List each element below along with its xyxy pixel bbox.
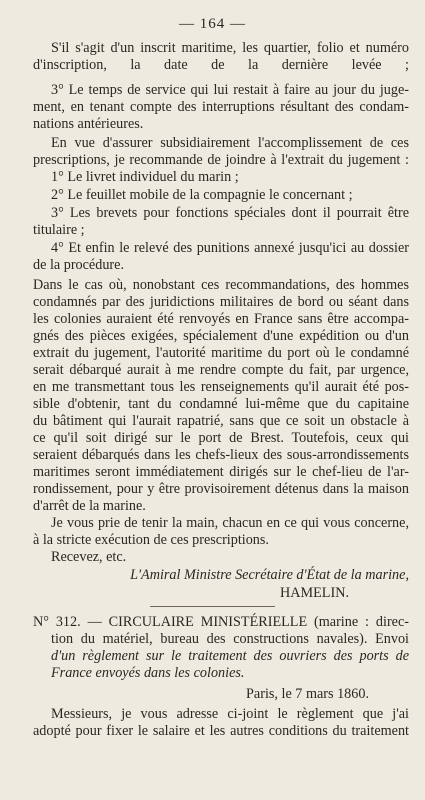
page-number-header: — 164 — <box>179 16 246 32</box>
text-line: 3° Les brevets pour fonctions spéciales dont il pourrait être <box>51 205 409 221</box>
text-line: Je vous prie de tenir la main, chacun en ce qui vous concerne, <box>51 515 409 531</box>
text-line: en me transmettant tous les renseignements qu'il aurait été pos- <box>33 379 409 395</box>
text-line: rondissement, pour y être provisoirement détenus dans la maison <box>33 481 409 497</box>
circular-date: Paris, le 7 mars 1860. <box>246 686 369 702</box>
text-line: d'arrêt de la marine. <box>33 498 146 514</box>
text-line: ce qu'il soit dirigé sur le port de Brest. Toutefois, ceux qui <box>33 430 409 446</box>
text-line: S'il s'agit d'un inscrit maritime, les quartier, folio et numéro <box>51 40 409 56</box>
text-line: de la procédure. <box>33 257 124 273</box>
text-line: titulaire ; <box>33 222 85 238</box>
signature-name: HAMELIN. <box>280 585 349 601</box>
text-line: 2° Le feuillet mobile de la compagnie le concernant ; <box>51 187 353 203</box>
circular-heading: d'un règlement sur le traitement des ouvriers des ports de <box>51 648 409 664</box>
text-line: 4° Et enfin le relevé des punitions annexé jusqu'ici au dossier <box>51 240 409 256</box>
text-line: serait débarqué aurait à me rendre compte du fait, par urgence, <box>33 362 409 378</box>
text-line: d'inscription, la date de la dernière levée ; <box>33 57 409 73</box>
circular-heading: tion du matériel, bureau des constructions navales). Envoi <box>51 631 409 647</box>
text-line: seraient débarqués dans les chefs-lieux des sous-arrondissements <box>33 447 409 463</box>
text-line: 1° Le livret individuel du marin ; <box>51 169 239 185</box>
text-line: maritimes seront immédiatement dirigés sur le chef-lieu de l'ar- <box>33 464 409 480</box>
circular-body-line: Messieurs, je vous adresse ci-joint le règlement que j'ai <box>51 706 409 722</box>
text-line: nations antérieures. <box>33 116 144 132</box>
text-line: à la stricte exécution de ces prescriptions. <box>33 532 269 548</box>
text-line: les colonies auraient été renvoyés en France sans être accompa- <box>33 311 409 327</box>
text-line: du bâtiment qui l'aurait rapatrié, sans que ce soit un obstacle à <box>33 413 409 429</box>
text-line: En vue d'assurer subsidiairement l'accomplissement de ces <box>51 135 409 151</box>
text-line: prescriptions, je recommande de joindre à l'extrait du jugement : <box>33 152 409 168</box>
text-line: Dans le cas où, nonobstant ces recommandations, des hommes <box>33 277 409 293</box>
text-line: sible d'obtenir, tant du condamné lui-même que du capitaine <box>33 396 409 412</box>
signature-title: L'Amiral Ministre Secrétaire d'État de la marine, <box>130 567 409 583</box>
text-line: condamnés par des juridictions militaires de bord ou séant dans <box>33 294 409 310</box>
circular-heading: France envoyés dans les colonies. <box>51 665 245 681</box>
text-line: extrait du jugement, l'autorité maritime du port où le condamné <box>33 345 409 361</box>
section-divider <box>150 606 275 607</box>
circular-body-line: adopté pour fixer le salaire et les autres conditions du traitement <box>33 723 409 739</box>
text-line: Recevez, etc. <box>51 549 127 565</box>
text-line: 3° Le temps de service qui lui restait à faire au jour du juge- <box>51 82 409 98</box>
text-line: gnés des pièces exigées, spécialement d'une expédition ou d'un <box>33 328 409 344</box>
circular-heading: N° 312. — CIRCULAIRE MINISTÉRIELLE (marine : direc- <box>33 614 409 630</box>
text-line: ment, en tenant compte des interruptions résultant des condam- <box>33 99 409 115</box>
